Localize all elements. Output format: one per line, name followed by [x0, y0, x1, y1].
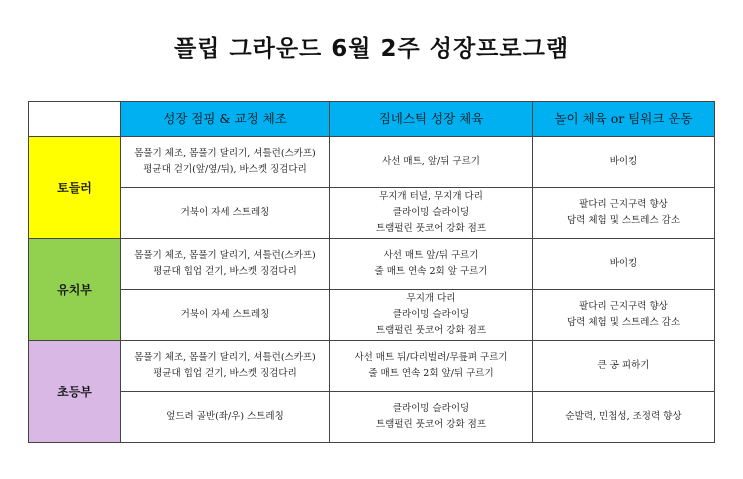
activity-line: 팔다리 근지구력 향상	[579, 301, 668, 312]
activity-line: 무지개 다리	[406, 293, 456, 304]
activity-line: 평균대 걷기(앞/옆/뒤), 바스켓 징검다리	[143, 164, 307, 175]
activity-line: 담력 체험 및 스트레스 감소	[566, 317, 681, 328]
table-row	[29, 239, 715, 290]
activity-line: 트램펄린 풋코어 강화 점프	[375, 223, 486, 234]
activity-cell	[121, 239, 330, 290]
activity-line: 사선 매트 뒤/다리벌려/무릎펴 구르기	[354, 352, 508, 363]
header-growth-jumping: 성장 점핑 & 교정 체조	[121, 102, 330, 137]
header-row	[29, 102, 715, 137]
table-row	[29, 392, 715, 443]
activity-cell	[121, 137, 330, 188]
activity-line: 트램펄린 풋코어 강화 점프	[375, 325, 486, 336]
activity-line: 엎드려 골반(좌/우) 스트레칭	[166, 411, 284, 422]
activity-cell	[533, 239, 715, 290]
header-gymnastic: 짐네스틱 성장 체육	[330, 102, 533, 137]
activity-line: 거북이 자세 스트레칭	[180, 309, 270, 320]
activity-line: 무지개 터널, 무지개 다리	[379, 191, 483, 202]
header-corner	[29, 102, 121, 137]
activity-cell	[533, 188, 715, 239]
activity-cell	[330, 392, 533, 443]
activity-line: 클라이밍 슬라이딩	[392, 403, 470, 414]
activity-line: 거북이 자세 스트레칭	[180, 207, 270, 218]
activity-line: 사선 매트, 앞/뒤 구르기	[382, 156, 480, 167]
activity-cell	[121, 341, 330, 392]
activity-cell	[330, 290, 533, 341]
activity-line: 클라이밍 슬라이딩	[392, 309, 470, 320]
activity-line: 큰 공 피하기	[597, 360, 650, 371]
table-row	[29, 188, 715, 239]
activity-line: 줄 매트 연속 2회 앞 구르기	[374, 266, 488, 277]
activity-cell	[330, 137, 533, 188]
group-label: 유치부	[29, 239, 121, 341]
table-row	[29, 341, 715, 392]
page-title: 플립 그라운드 6월 2주 성장프로그램	[173, 36, 570, 62]
activity-cell	[121, 188, 330, 239]
activity-line: 몸풀기 체조, 몸풀기 달리기, 셔틀런(스카프)	[134, 148, 316, 159]
activity-line: 평균대 힙업 걷기, 바스켓 징검다리	[153, 266, 297, 277]
activity-line: 줄 매트 연속 2회 앞/뒤 구르기	[368, 368, 494, 379]
activity-cell	[533, 290, 715, 341]
activity-line: 순발력, 민첩성, 조정력 향상	[565, 411, 682, 422]
activity-cell	[330, 341, 533, 392]
activity-line: 몸풀기 체조, 몸풀기 달리기, 셔틀런(스카프)	[134, 250, 316, 261]
activity-line: 클라이밍 슬라이딩	[392, 207, 470, 218]
activity-line: 바이킹	[609, 156, 638, 167]
group-label: 초등부	[29, 341, 121, 443]
activity-cell	[533, 392, 715, 443]
activity-line: 평균대 힙업 걷기, 바스켓 징검다리	[153, 368, 297, 379]
activity-line: 바이킹	[609, 258, 638, 269]
schedule-table	[28, 101, 715, 443]
activity-line: 팔다리 근지구력 향상	[579, 199, 668, 210]
activity-cell	[121, 290, 330, 341]
activity-cell	[533, 341, 715, 392]
activity-line: 담력 체험 및 스트레스 감소	[566, 215, 681, 226]
activity-cell	[121, 392, 330, 443]
activity-cell	[330, 239, 533, 290]
table-row	[29, 137, 715, 188]
activity-line: 트램펄린 풋코어 강화 점프	[375, 419, 486, 430]
group-label: 토들러	[29, 137, 121, 239]
table-row	[29, 290, 715, 341]
activity-cell	[533, 137, 715, 188]
activity-line: 몸풀기 체조, 몸풀기 달리기, 셔틀런(스카프)	[134, 352, 316, 363]
header-play-teamwork: 놀이 체육 or 팀워크 운동	[533, 102, 715, 137]
activity-cell	[330, 188, 533, 239]
activity-line: 사선 매트 앞/뒤 구르기	[383, 250, 479, 261]
